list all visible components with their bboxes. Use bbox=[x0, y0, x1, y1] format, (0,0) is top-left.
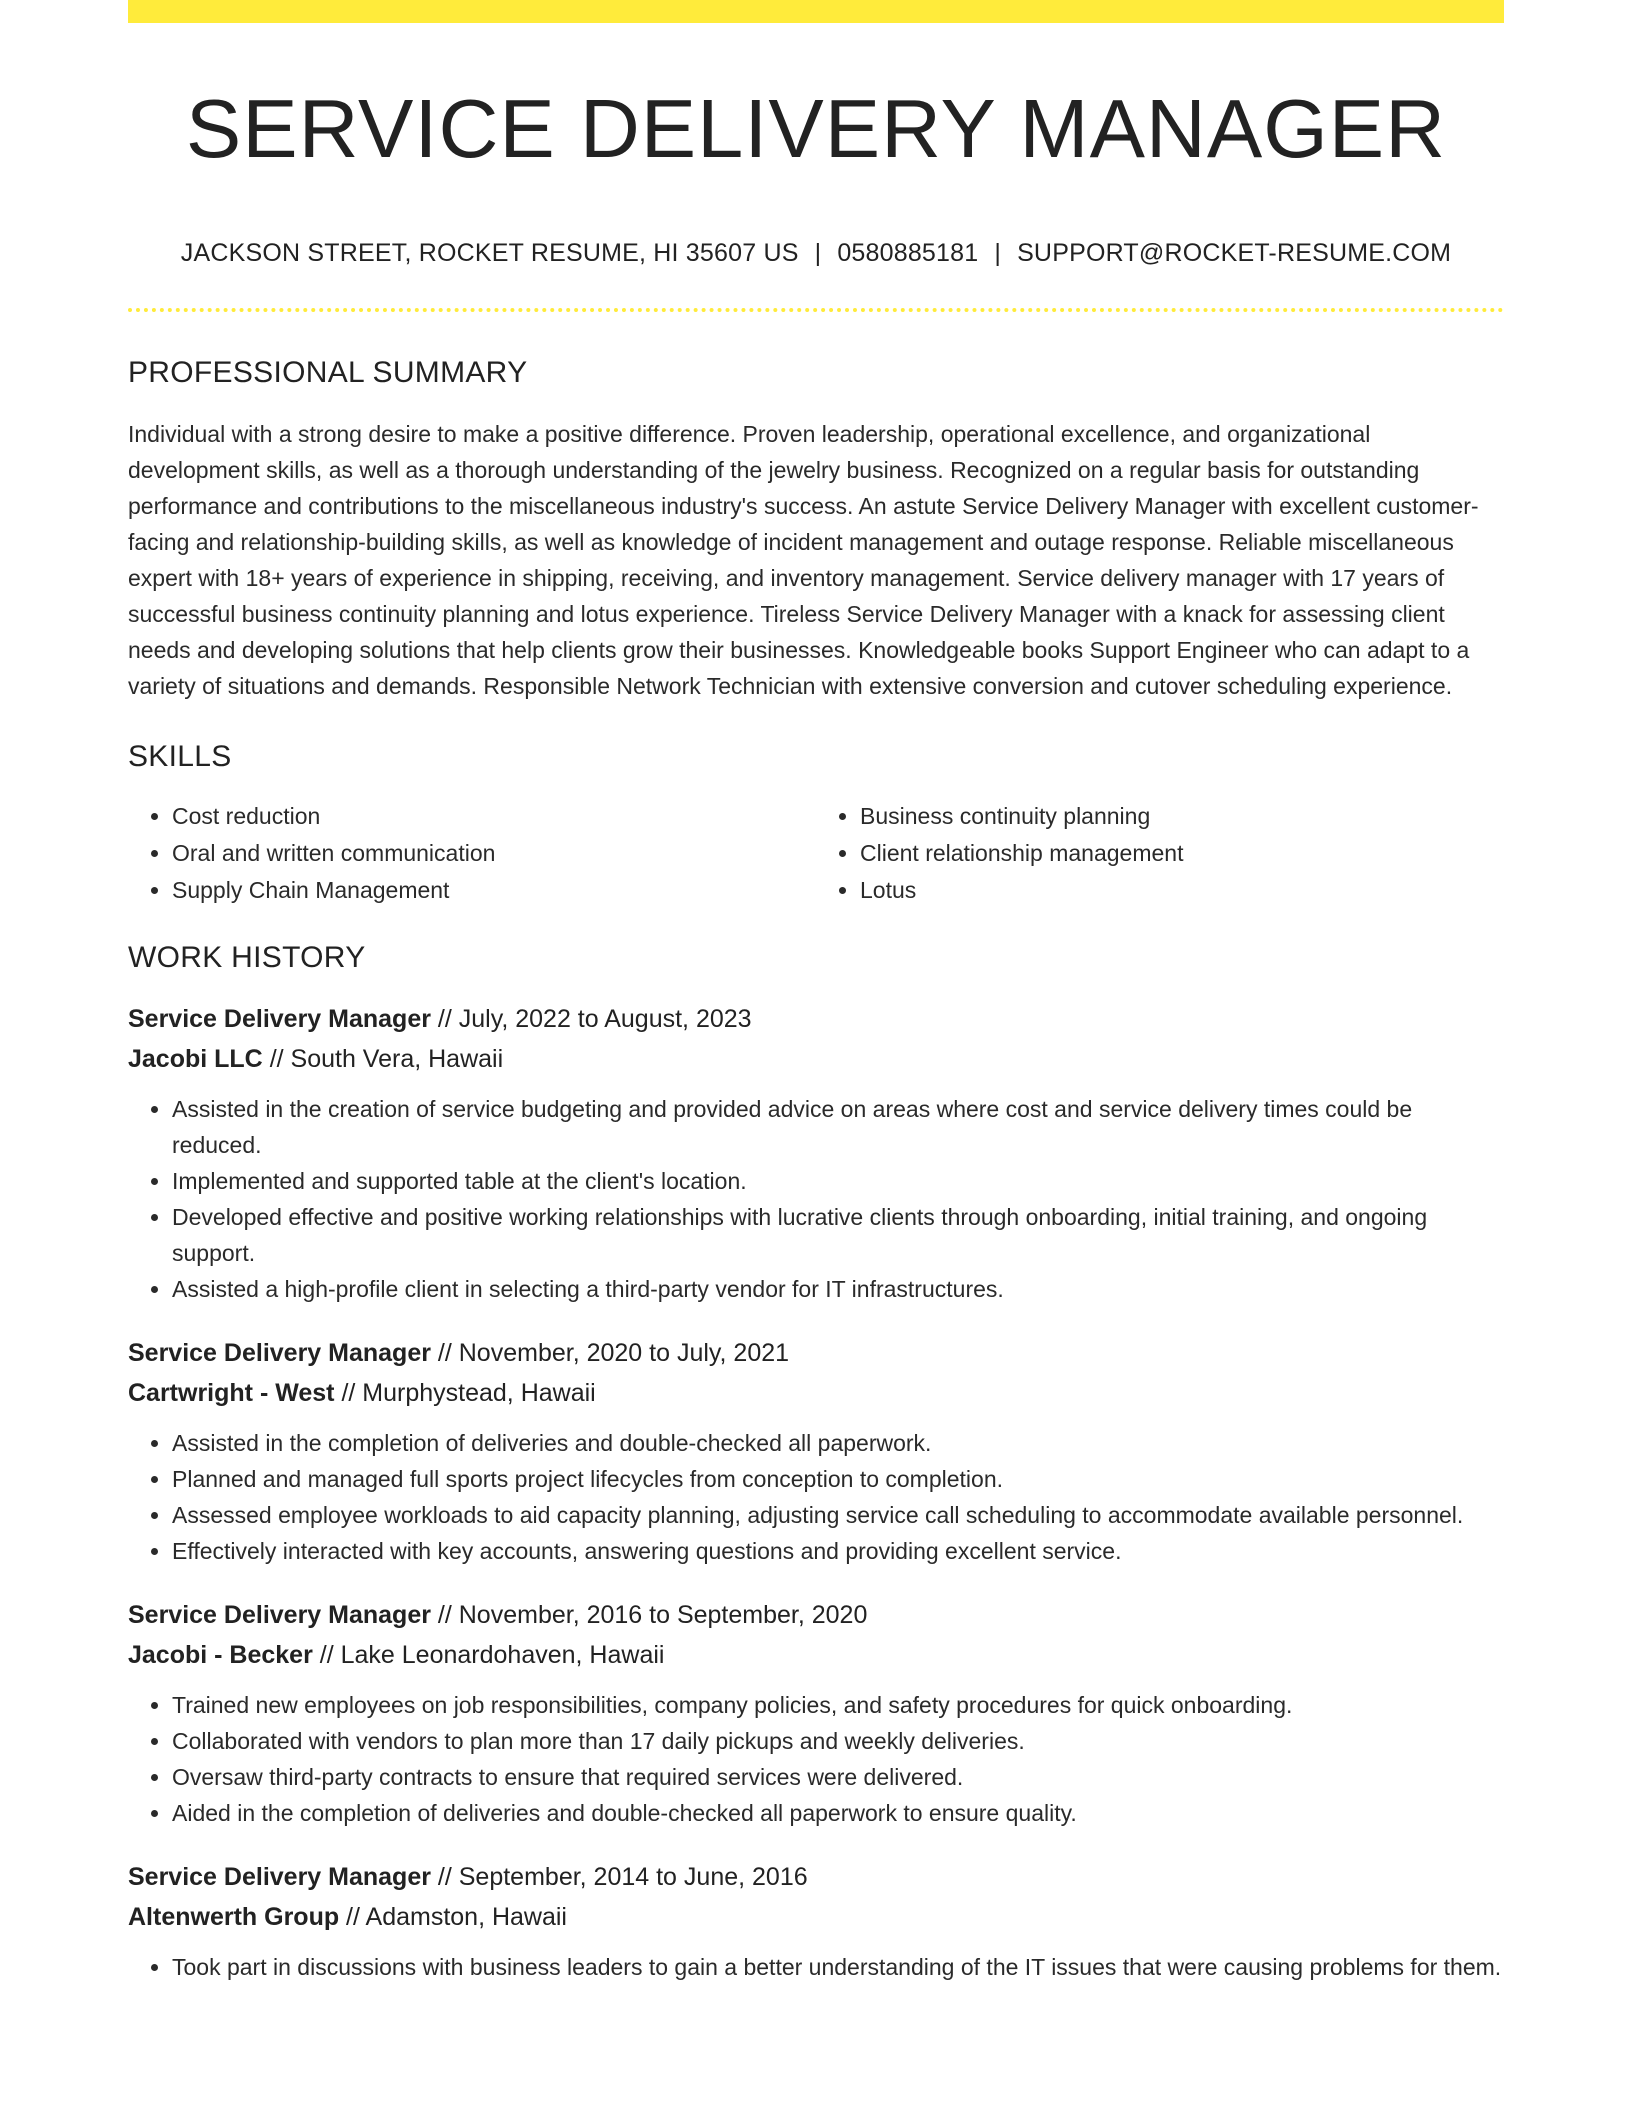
job-bullets bbox=[128, 1425, 1504, 1569]
job-location: // Murphystead, Hawaii bbox=[334, 1379, 596, 1408]
skill-item: • Client relationship management bbox=[860, 835, 1504, 872]
resume-page bbox=[128, 0, 1504, 1985]
job-bullet: • Implemented and supported table at the client's location. bbox=[172, 1163, 1504, 1199]
job-company-line bbox=[128, 1635, 1504, 1675]
skill-item: • Supply Chain Management bbox=[172, 872, 816, 909]
job-entry bbox=[128, 999, 1504, 1307]
contact-separator: | bbox=[994, 239, 1002, 268]
job-title-line bbox=[128, 1595, 1504, 1635]
skills-column-right bbox=[816, 798, 1504, 909]
skill-item: • Oral and written communication bbox=[172, 835, 816, 872]
job-bullets bbox=[128, 1091, 1504, 1307]
job-location: // South Vera, Hawaii bbox=[262, 1045, 504, 1074]
job-bullet: • Assisted in the creation of service budgeting and provided advice on areas where cost and service delivery times could be reduced. bbox=[172, 1091, 1504, 1163]
skills-column-left bbox=[128, 798, 816, 909]
job-bullets bbox=[128, 1949, 1504, 1985]
skills-heading: SKILLS bbox=[128, 740, 232, 774]
skill-item: • Cost reduction bbox=[172, 798, 816, 835]
skills-list bbox=[128, 798, 1504, 909]
job-bullet: • Took part in discussions with business leaders to gain a better understanding of the IT issues that were causing problems for them. bbox=[172, 1949, 1504, 1985]
job-location: // Lake Leonardohaven, Hawaii bbox=[312, 1641, 665, 1670]
job-bullet: • Assisted a high-profile client in selecting a third-party vendor for IT infrastructures. bbox=[172, 1271, 1504, 1307]
job-bullet: • Oversaw third-party contracts to ensure that required services were delivered. bbox=[172, 1759, 1504, 1795]
job-bullets bbox=[128, 1687, 1504, 1831]
contact-line bbox=[128, 238, 1504, 268]
accent-top-bar bbox=[128, 0, 1504, 23]
contact-email: SUPPORT@ROCKET-RESUME.COM bbox=[1017, 239, 1452, 268]
job-location: // Adamston, Hawaii bbox=[339, 1903, 567, 1932]
resume-name: SERVICE DELIVERY MANAGER bbox=[185, 82, 1447, 175]
job-bullet: • Assessed employee workloads to aid capacity planning, adjusting service call scheduling to accommodate available personnel. bbox=[172, 1497, 1504, 1533]
skill-item: • Business continuity planning bbox=[860, 798, 1504, 835]
job-dates: // September, 2014 to June, 2016 bbox=[430, 1863, 808, 1892]
job-title-line bbox=[128, 999, 1504, 1039]
job-bullet: • Trained new employees on job responsibilities, company policies, and safety procedures for quick onboarding. bbox=[172, 1687, 1504, 1723]
job-company-line bbox=[128, 1373, 1504, 1413]
job-dates: // July, 2022 to August, 2023 bbox=[430, 1005, 752, 1034]
job-bullet: • Collaborated with vendors to plan more than 17 daily pickups and weekly deliveries. bbox=[172, 1723, 1504, 1759]
job-entry bbox=[128, 1333, 1504, 1569]
job-role: Service Delivery Manager bbox=[128, 1863, 431, 1892]
job-dates: // November, 2020 to July, 2021 bbox=[430, 1339, 790, 1368]
job-company: Altenwerth Group bbox=[128, 1903, 340, 1932]
job-entry bbox=[128, 1857, 1504, 1985]
job-role: Service Delivery Manager bbox=[128, 1339, 431, 1368]
job-title-line bbox=[128, 1333, 1504, 1373]
job-role: Service Delivery Manager bbox=[128, 1601, 431, 1630]
work-history-heading: WORK HISTORY bbox=[128, 941, 366, 975]
contact-phone: 0580885181 bbox=[837, 239, 979, 268]
job-entry bbox=[128, 1595, 1504, 1831]
contact-address: JACKSON STREET, ROCKET RESUME, HI 35607 US bbox=[180, 239, 799, 268]
job-bullet: • Developed effective and positive working relationships with lucrative clients through onboarding, initial training, and ongoing support. bbox=[172, 1199, 1504, 1271]
summary-text: Individual with a strong desire to make a positive difference. Proven leadership, operational excellence, and organizational development skills, as well as a thorough understanding of the jewelry business. Recognized on a regular basis for outstanding performance and contributions to the miscellaneous industry's success. An astute Service Delivery Manager with excellent customer-facing and relationship-building skills, as well as knowledge of incident management and outage response. Reliable miscellaneous expert with 18+ years of experience in shipping, receiving, and inventory management. Service delivery manager with 17 years of successful business continuity planning and lotus experience. Tireless Service Delivery Manager with a knack for assessing client needs and developing solutions that help clients grow their businesses. Knowledgeable books Support Engineer who can adapt to a variety of situations and demands. Responsible Network Technician with extensive conversion and cutover scheduling experience. bbox=[128, 421, 1479, 700]
job-bullet: • Assisted in the completion of deliveries and double-checked all paperwork. bbox=[172, 1425, 1504, 1461]
contact-separator: | bbox=[814, 239, 822, 268]
job-bullet: • Effectively interacted with key accounts, answering questions and providing excellent service. bbox=[172, 1533, 1504, 1569]
job-role: Service Delivery Manager bbox=[128, 1005, 431, 1034]
summary-heading: PROFESSIONAL SUMMARY bbox=[128, 356, 528, 390]
skill-item: • Lotus bbox=[860, 872, 1504, 909]
job-company: Cartwright - West bbox=[128, 1379, 335, 1408]
job-title-line bbox=[128, 1857, 1504, 1897]
job-bullet: • Aided in the completion of deliveries and double-checked all paperwork to ensure quality. bbox=[172, 1795, 1504, 1831]
job-company-line bbox=[128, 1897, 1504, 1937]
job-company: Jacobi - Becker bbox=[128, 1641, 313, 1670]
job-company-line bbox=[128, 1039, 1504, 1079]
job-bullet: • Planned and managed full sports project lifecycles from conception to completion. bbox=[172, 1461, 1504, 1497]
job-dates: // November, 2016 to September, 2020 bbox=[430, 1601, 868, 1630]
dotted-divider bbox=[128, 308, 1504, 312]
job-company: Jacobi LLC bbox=[128, 1045, 263, 1074]
